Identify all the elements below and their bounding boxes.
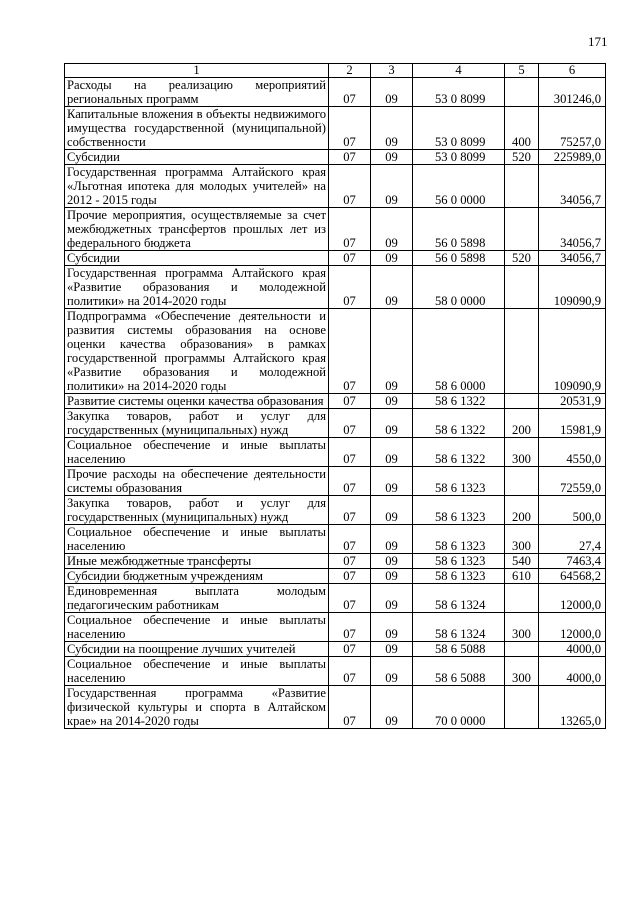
budget-table	[64, 63, 606, 729]
row-description: Прочие мероприятия, осуществляемые за счет межбюджетных трансфертов прошлых лет из федерального бюджета	[65, 208, 329, 251]
row-subsection-code: 09	[371, 409, 413, 438]
row-amount: 4000,0	[539, 657, 606, 686]
table-row	[65, 496, 606, 525]
row-section-code: 07	[329, 467, 371, 496]
column-header: 6	[539, 64, 606, 78]
row-amount: 72559,0	[539, 467, 606, 496]
row-description: Развитие системы оценки качества образования	[65, 394, 329, 409]
row-expense-type: 540	[505, 554, 539, 569]
row-description: Социальное обеспечение и иные выплаты населению	[65, 438, 329, 467]
row-subsection-code: 09	[371, 251, 413, 266]
table-row	[65, 107, 606, 150]
row-expense-type: 200	[505, 409, 539, 438]
table-row	[65, 467, 606, 496]
row-expense-type	[505, 467, 539, 496]
row-description: Государственная программа «Развитие физической культуры и спорта в Алтайском крае» на 2014-2020 годы	[65, 686, 329, 729]
page-number: 171	[588, 34, 608, 49]
row-section-code: 07	[329, 107, 371, 150]
table-header-row	[65, 64, 606, 78]
table-row	[65, 394, 606, 409]
row-amount: 301246,0	[539, 78, 606, 107]
row-subsection-code: 09	[371, 657, 413, 686]
row-target-code: 58 6 1323	[413, 525, 505, 554]
table-row	[65, 554, 606, 569]
row-amount: 12000,0	[539, 613, 606, 642]
row-section-code: 07	[329, 266, 371, 309]
row-amount: 34056,7	[539, 251, 606, 266]
table-row	[65, 438, 606, 467]
row-target-code: 58 6 1322	[413, 409, 505, 438]
table-row	[65, 409, 606, 438]
row-target-code: 58 6 1324	[413, 613, 505, 642]
row-expense-type	[505, 642, 539, 657]
table-row	[65, 584, 606, 613]
table-row	[65, 613, 606, 642]
table-row	[65, 642, 606, 657]
column-header: 3	[371, 64, 413, 78]
row-expense-type	[505, 309, 539, 394]
row-subsection-code: 09	[371, 569, 413, 584]
row-description: Прочие расходы на обеспечение деятельности системы образования	[65, 467, 329, 496]
row-description: Единовременная выплата молодым педагогическим работникам	[65, 584, 329, 613]
row-subsection-code: 09	[371, 309, 413, 394]
row-target-code: 56 0 0000	[413, 165, 505, 208]
row-section-code: 07	[329, 642, 371, 657]
column-header: 5	[505, 64, 539, 78]
table-row	[65, 266, 606, 309]
row-description: Подпрограмма «Обеспечение деятельности и развития системы образования на основе оценки качества образования» в рамках государственной программы Алтайского края «Развитие образования и молодежной политики» на 2014-2020 годы	[65, 309, 329, 394]
row-target-code: 58 6 1324	[413, 584, 505, 613]
row-section-code: 07	[329, 525, 371, 554]
row-description: Социальное обеспечение и иные выплаты населению	[65, 657, 329, 686]
row-target-code: 58 6 5088	[413, 657, 505, 686]
row-amount: 27,4	[539, 525, 606, 554]
row-subsection-code: 09	[371, 467, 413, 496]
row-target-code: 56 0 5898	[413, 251, 505, 266]
row-section-code: 07	[329, 251, 371, 266]
row-subsection-code: 09	[371, 107, 413, 150]
row-description: Капитальные вложения в объекты недвижимого имущества государственной (муниципальной) собственности	[65, 107, 329, 150]
table-body	[65, 78, 606, 729]
row-section-code: 07	[329, 309, 371, 394]
row-target-code: 58 6 1322	[413, 394, 505, 409]
row-expense-type: 200	[505, 496, 539, 525]
row-target-code: 56 0 5898	[413, 208, 505, 251]
row-subsection-code: 09	[371, 496, 413, 525]
row-expense-type: 300	[505, 438, 539, 467]
column-header: 2	[329, 64, 371, 78]
row-expense-type	[505, 208, 539, 251]
row-description: Закупка товаров, работ и услуг для государственных (муниципальных) нужд	[65, 496, 329, 525]
row-section-code: 07	[329, 686, 371, 729]
table-row	[65, 150, 606, 165]
row-subsection-code: 09	[371, 266, 413, 309]
row-target-code: 58 0 0000	[413, 266, 505, 309]
row-amount: 4000,0	[539, 642, 606, 657]
row-description: Закупка товаров, работ и услуг для государственных (муниципальных) нужд	[65, 409, 329, 438]
row-target-code: 58 6 5088	[413, 642, 505, 657]
row-expense-type: 520	[505, 251, 539, 266]
table-row	[65, 251, 606, 266]
row-subsection-code: 09	[371, 165, 413, 208]
row-amount: 12000,0	[539, 584, 606, 613]
row-description: Расходы на реализацию мероприятий региональных программ	[65, 78, 329, 107]
table-row	[65, 525, 606, 554]
row-expense-type: 300	[505, 525, 539, 554]
row-amount: 4550,0	[539, 438, 606, 467]
row-expense-type: 300	[505, 657, 539, 686]
row-amount: 34056,7	[539, 208, 606, 251]
column-header: 4	[413, 64, 505, 78]
table-row	[65, 569, 606, 584]
row-description: Иные межбюджетные трансферты	[65, 554, 329, 569]
row-section-code: 07	[329, 78, 371, 107]
row-description: Социальное обеспечение и иные выплаты населению	[65, 525, 329, 554]
row-description: Субсидии	[65, 251, 329, 266]
row-subsection-code: 09	[371, 686, 413, 729]
row-expense-type: 300	[505, 613, 539, 642]
row-expense-type: 520	[505, 150, 539, 165]
row-section-code: 07	[329, 554, 371, 569]
row-expense-type: 610	[505, 569, 539, 584]
row-expense-type	[505, 78, 539, 107]
row-section-code: 07	[329, 613, 371, 642]
row-description: Субсидии на поощрение лучших учителей	[65, 642, 329, 657]
row-section-code: 07	[329, 657, 371, 686]
row-section-code: 07	[329, 150, 371, 165]
row-subsection-code: 09	[371, 554, 413, 569]
row-description: Государственная программа Алтайского края «Развитие образования и молодежной политики» на 2014-2020 годы	[65, 266, 329, 309]
row-target-code: 70 0 0000	[413, 686, 505, 729]
row-expense-type	[505, 686, 539, 729]
row-section-code: 07	[329, 584, 371, 613]
row-description: Социальное обеспечение и иные выплаты населению	[65, 613, 329, 642]
row-amount: 7463,4	[539, 554, 606, 569]
row-target-code: 58 6 1322	[413, 438, 505, 467]
row-expense-type: 400	[505, 107, 539, 150]
row-target-code: 58 6 1323	[413, 554, 505, 569]
table-row	[65, 208, 606, 251]
row-target-code: 58 6 1323	[413, 569, 505, 584]
table-row	[65, 309, 606, 394]
row-subsection-code: 09	[371, 525, 413, 554]
row-subsection-code: 09	[371, 584, 413, 613]
row-amount: 20531,9	[539, 394, 606, 409]
row-target-code: 58 6 0000	[413, 309, 505, 394]
row-amount: 500,0	[539, 496, 606, 525]
row-amount: 75257,0	[539, 107, 606, 150]
row-subsection-code: 09	[371, 150, 413, 165]
row-amount: 64568,2	[539, 569, 606, 584]
row-section-code: 07	[329, 496, 371, 525]
row-amount: 34056,7	[539, 165, 606, 208]
row-section-code: 07	[329, 569, 371, 584]
row-amount: 15981,9	[539, 409, 606, 438]
row-subsection-code: 09	[371, 78, 413, 107]
row-target-code: 53 0 8099	[413, 78, 505, 107]
table-row	[65, 657, 606, 686]
row-target-code: 58 6 1323	[413, 467, 505, 496]
row-description: Субсидии	[65, 150, 329, 165]
row-amount: 109090,9	[539, 309, 606, 394]
table-row	[65, 686, 606, 729]
row-subsection-code: 09	[371, 642, 413, 657]
row-expense-type	[505, 394, 539, 409]
row-subsection-code: 09	[371, 208, 413, 251]
row-expense-type	[505, 584, 539, 613]
row-amount: 13265,0	[539, 686, 606, 729]
row-subsection-code: 09	[371, 438, 413, 467]
row-description: Субсидии бюджетным учреждениям	[65, 569, 329, 584]
table-row	[65, 78, 606, 107]
row-subsection-code: 09	[371, 613, 413, 642]
row-expense-type	[505, 165, 539, 208]
row-section-code: 07	[329, 409, 371, 438]
table-row	[65, 165, 606, 208]
row-amount: 225989,0	[539, 150, 606, 165]
row-section-code: 07	[329, 438, 371, 467]
row-section-code: 07	[329, 394, 371, 409]
row-section-code: 07	[329, 208, 371, 251]
column-header: 1	[65, 64, 329, 78]
row-target-code: 53 0 8099	[413, 150, 505, 165]
row-target-code: 53 0 8099	[413, 107, 505, 150]
row-subsection-code: 09	[371, 394, 413, 409]
row-description: Государственная программа Алтайского края «Льготная ипотека для молодых учителей» на 2012 - 2015 годы	[65, 165, 329, 208]
row-amount: 109090,9	[539, 266, 606, 309]
row-expense-type	[505, 266, 539, 309]
row-section-code: 07	[329, 165, 371, 208]
row-target-code: 58 6 1323	[413, 496, 505, 525]
